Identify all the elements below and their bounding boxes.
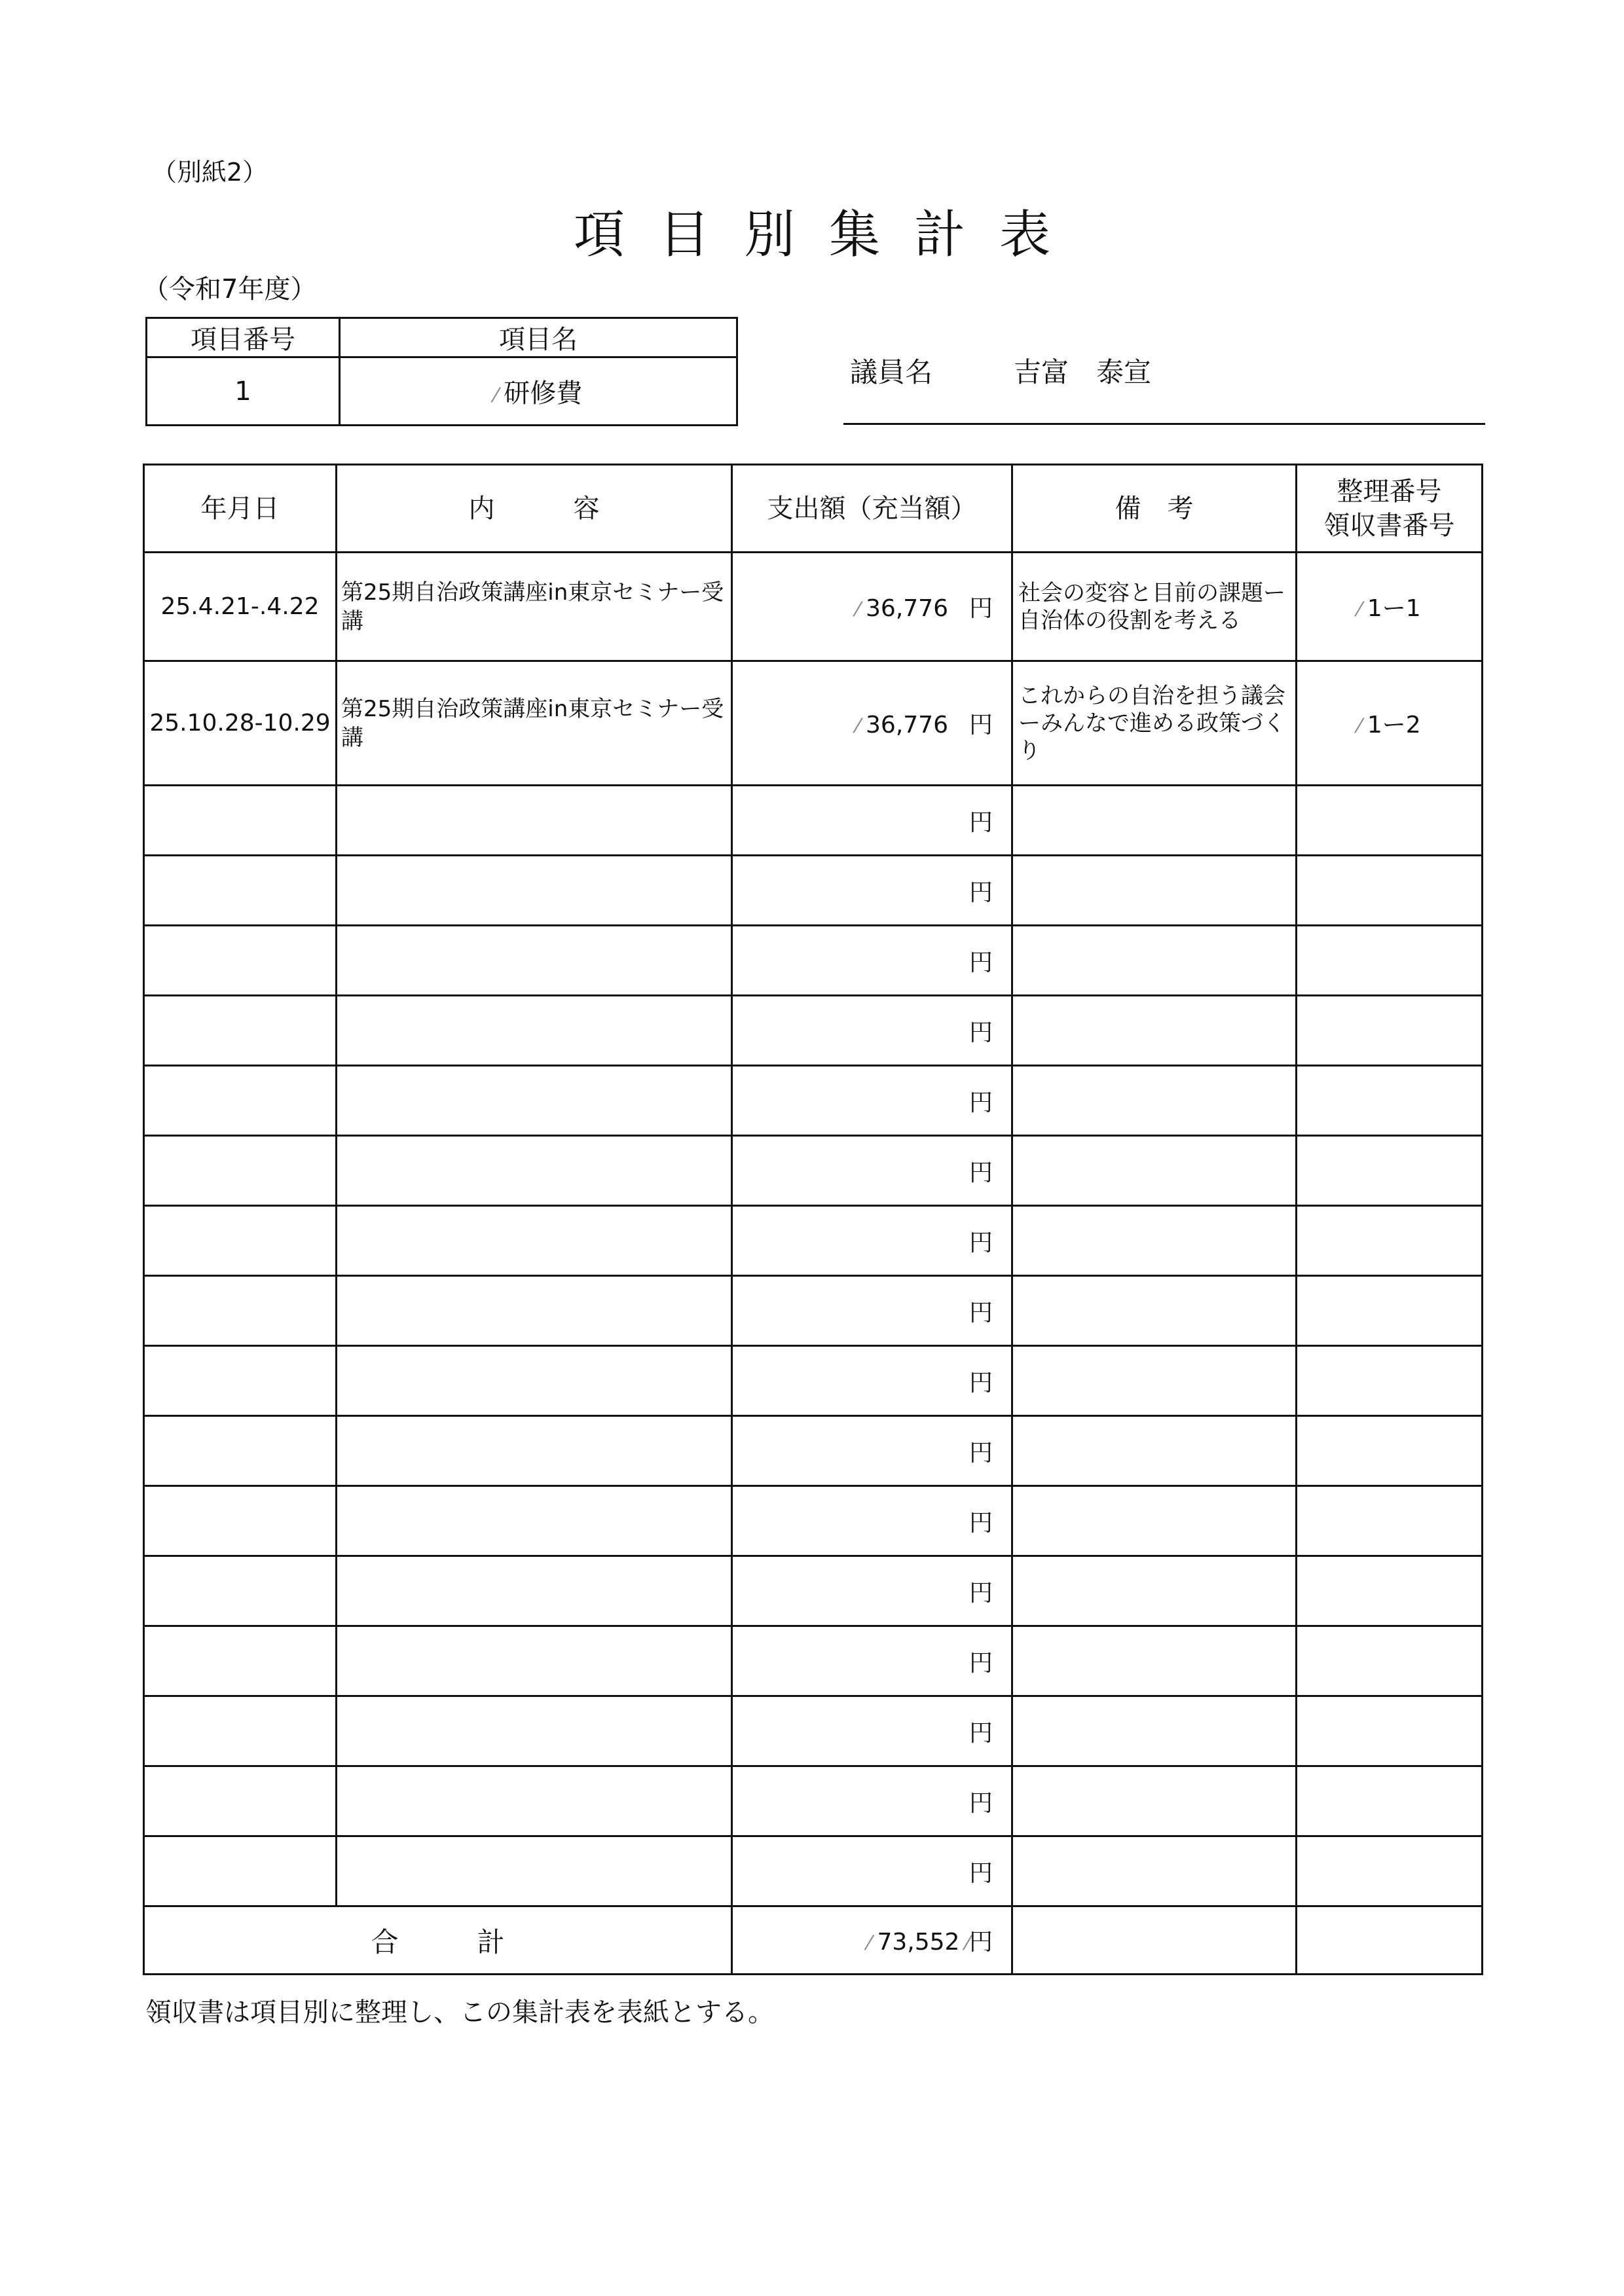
total-amount: ⁄ 73,552 ⁄円: [732, 1906, 1012, 1975]
table-row-empty: 円: [144, 1766, 1483, 1836]
member-block: [850, 351, 1151, 390]
item-name: 研修費: [504, 378, 583, 409]
check-mark-icon: ⁄: [494, 384, 504, 407]
table-row-empty: 円: [144, 1276, 1483, 1346]
row-date: 25.10.28-10.29: [144, 661, 337, 786]
item-number: 1: [147, 357, 340, 426]
table-row-empty: 円: [144, 1416, 1483, 1486]
table-row-empty: 円: [144, 926, 1483, 996]
item-name-cell: [340, 357, 737, 426]
date-header: 年月日: [144, 465, 337, 553]
expense-table: [143, 464, 1483, 1975]
table-row-empty: 円: [144, 1136, 1483, 1206]
row-remarks: 社会の変容と目前の課題ー自治体の役割を考える: [1012, 553, 1297, 661]
table-row-empty: 円: [144, 996, 1483, 1066]
check-mark-icon: ⁄: [959, 1932, 969, 1955]
check-mark-icon: ⁄: [856, 598, 866, 621]
table-row-empty: 円: [144, 786, 1483, 856]
member-name: 吉富 泰宣: [1014, 356, 1152, 388]
remarks-header: 備 考: [1012, 465, 1297, 553]
table-row-empty: 円: [144, 1696, 1483, 1766]
table-row-empty: 円: [144, 1206, 1483, 1276]
table-row: [144, 661, 1483, 786]
amount-header: 支出額（充当額）: [732, 465, 1012, 553]
table-row-empty: 円: [144, 1066, 1483, 1136]
page-title: 項目別集計表: [573, 206, 1084, 264]
table-row-empty: 円: [144, 856, 1483, 926]
total-row: [144, 1906, 1483, 1975]
fiscal-year: （令和7年度）: [143, 274, 317, 304]
item-name-header: 項目名: [340, 318, 737, 357]
attachment-label: （別紙2）: [152, 158, 268, 187]
row-ref: ⁄ 1ー2: [1297, 661, 1483, 786]
table-row-empty: 円: [144, 1346, 1483, 1416]
table-row: [144, 553, 1483, 661]
row-amount: ⁄ 36,776 円: [732, 553, 1012, 661]
check-mark-icon: ⁄: [1357, 715, 1367, 738]
row-content: 第25期自治政策講座in東京セミナー受講: [337, 661, 732, 786]
row-remarks: これからの自治を担う議会ーみんなで進める政策づくり: [1012, 661, 1297, 786]
check-mark-icon: ⁄: [856, 715, 866, 738]
check-mark-icon: ⁄: [867, 1932, 877, 1955]
item-table: [145, 317, 738, 426]
table-header-row: [144, 465, 1483, 553]
ref-header: 整理番号 領収書番号: [1297, 465, 1483, 553]
row-ref: ⁄ 1ー1: [1297, 553, 1483, 661]
table-row-empty: 円: [144, 1556, 1483, 1626]
row-amount: ⁄ 36,776 円: [732, 661, 1012, 786]
check-mark-icon: ⁄: [1357, 598, 1367, 621]
table-row-empty: 円: [144, 1626, 1483, 1696]
item-number-header: 項目番号: [147, 318, 340, 357]
content-header: 内 容: [337, 465, 732, 553]
footer-note: 領収書は項目別に整理し、この集計表を表紙とする。: [145, 1997, 774, 2028]
member-underline: [843, 423, 1485, 425]
table-row-empty: 円: [144, 1486, 1483, 1556]
member-label: 議員名: [850, 356, 933, 388]
total-label: 合計: [144, 1906, 732, 1975]
row-content: 第25期自治政策講座in東京セミナー受講: [337, 553, 732, 661]
row-date: 25.4.21-.4.22: [144, 553, 337, 661]
table-row-empty: 円: [144, 1836, 1483, 1906]
